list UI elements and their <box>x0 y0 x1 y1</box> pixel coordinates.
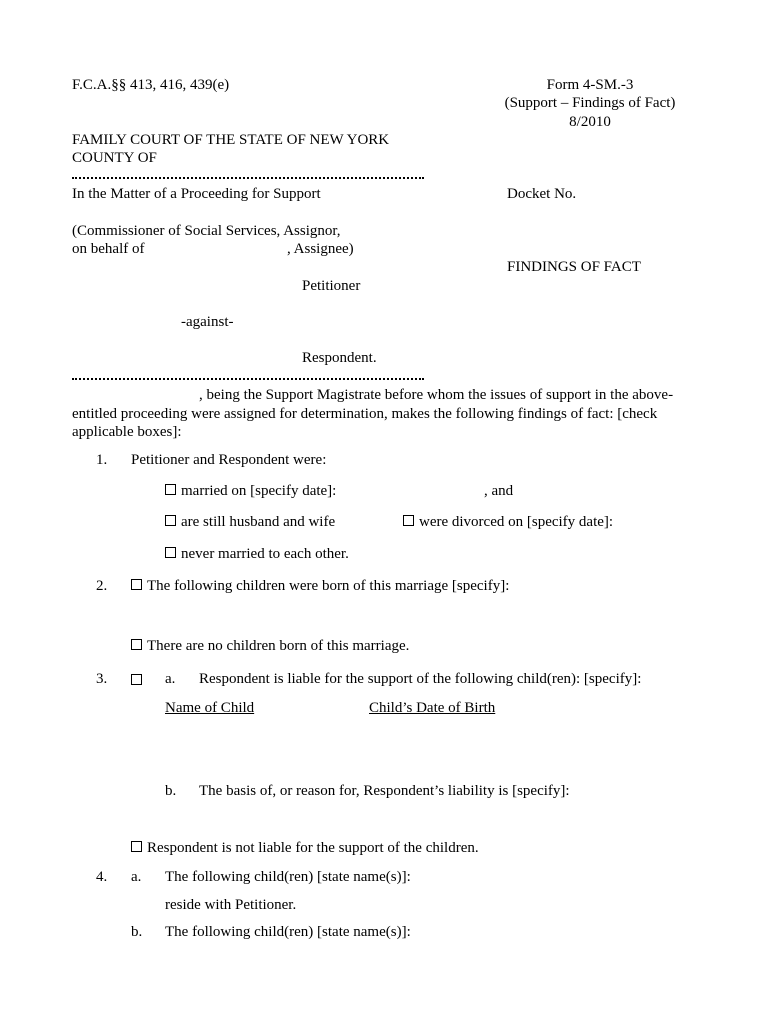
married-on-label: married on [specify date]: <box>181 483 337 499</box>
not-liable-checkbox[interactable] <box>131 841 142 852</box>
item1-number: 1. <box>96 452 108 468</box>
not-liable-option[interactable] <box>131 839 479 857</box>
still-married-checkbox[interactable] <box>165 515 176 526</box>
respondent-label: Respondent. <box>302 350 377 366</box>
divorced-option[interactable] <box>403 513 613 531</box>
liable-checkbox[interactable] <box>131 674 142 685</box>
item3a-text: Respondent is liable for the support of the following child(ren): [specify]: <box>199 671 642 687</box>
item4a-reside: reside with Petitioner. <box>165 897 297 913</box>
no-children-option[interactable] <box>131 637 409 655</box>
still-married-option[interactable] <box>165 513 335 531</box>
no-children-label: There are no children born of this marriage. <box>147 638 410 654</box>
married-on-checkbox[interactable] <box>165 484 176 495</box>
never-married-label: never married to each other. <box>181 546 349 562</box>
court-name: FAMILY COURT OF THE STATE OF NEW YORK <box>72 132 390 148</box>
caption-bottom-divider <box>72 378 424 380</box>
and-label: , and <box>484 483 514 499</box>
document-title: FINDINGS OF FACT <box>507 259 641 275</box>
item3-number: 3. <box>96 671 108 687</box>
petitioner-label: Petitioner <box>302 278 361 294</box>
county-label: COUNTY OF <box>72 150 157 166</box>
divorced-checkbox[interactable] <box>403 515 414 526</box>
married-on-option[interactable] <box>165 482 336 500</box>
form-title: (Support – Findings of Fact) <box>504 95 676 111</box>
item2-number: 2. <box>96 578 108 594</box>
item3b-label: b. <box>165 783 177 799</box>
not-liable-label: Respondent is not liable for the support of the children. <box>147 840 479 856</box>
col-header-child-dob: Child’s Date of Birth <box>369 700 496 716</box>
children-born-option[interactable] <box>131 577 509 595</box>
no-children-checkbox[interactable] <box>131 639 142 650</box>
assignor-line: (Commissioner of Social Services, Assignor, <box>72 223 341 239</box>
item4a-text: The following child(ren) [state name(s)]: <box>165 869 411 885</box>
item4b-label: b. <box>131 924 143 940</box>
on-behalf-of-label: on behalf of <box>72 241 145 257</box>
caption-top-divider <box>72 177 424 179</box>
item1-text: Petitioner and Respondent were: <box>131 452 327 468</box>
children-born-checkbox[interactable] <box>131 579 142 590</box>
matter-title: In the Matter of a Proceeding for Support <box>72 186 321 202</box>
never-married-option[interactable] <box>165 545 349 563</box>
docket-label: Docket No. <box>507 186 577 202</box>
intro-line-1: , being the Support Magistrate before whom the issues of support in the above- <box>199 387 674 403</box>
still-married-label: are still husband and wife <box>181 514 336 530</box>
form-number: Form 4-SM.-3 <box>546 77 634 93</box>
assignee-label: , Assignee) <box>287 241 354 257</box>
form-date: 8/2010 <box>569 114 611 130</box>
against-label: -against- <box>181 314 234 330</box>
col-header-name-of-child: Name of Child <box>165 700 255 716</box>
item4-number: 4. <box>96 869 108 885</box>
intro-line-3: applicable boxes]: <box>72 424 182 440</box>
item4a-label: a. <box>131 869 142 885</box>
divorced-label: were divorced on [specify date]: <box>419 514 614 530</box>
children-born-label: The following children were born of this marriage [specify]: <box>147 578 510 594</box>
item4b-text: The following child(ren) [state name(s)]: <box>165 924 411 940</box>
item3b-text: The basis of, or reason for, Respondent’s liability is [specify]: <box>199 783 570 799</box>
item3a-label: a. <box>165 671 176 687</box>
intro-line-2: entitled proceeding were assigned for determination, makes the following findings of fact: [check <box>72 406 658 422</box>
never-married-checkbox[interactable] <box>165 547 176 558</box>
statute-citation: F.C.A.§§ 413, 416, 439(e) <box>72 77 230 93</box>
